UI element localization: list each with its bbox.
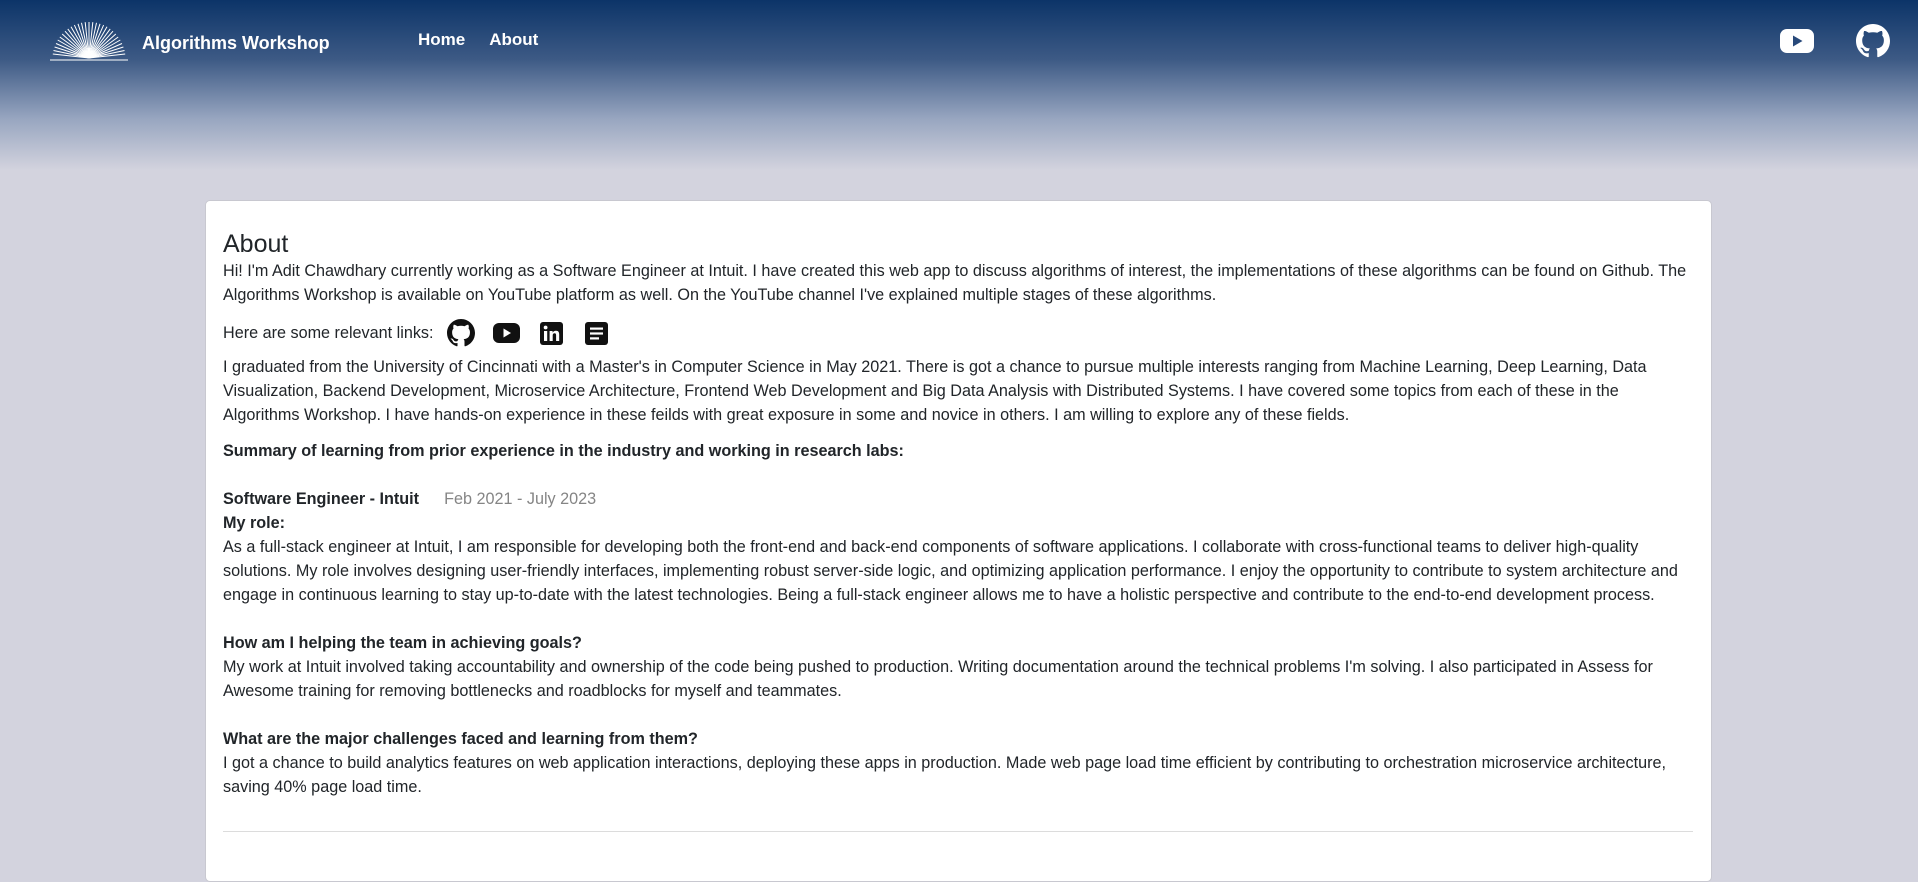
intro-text: Hi! I'm Adit Chawdhary currently working as a Software Engineer at Intuit. I have created this web app to discuss algorithms of interest, the implementations of these algorithms can be found on Github. The Algorithms Workshop is available on YouTube platform as well. On the YouTube channel I've explained multiple stages of these algorithms. [223,262,1687,304]
job-dates: Feb 2021 - July 2023 [444,490,597,508]
job-title: Software Engineer - Intuit [223,490,420,508]
sunrise-logo-icon [50,20,128,67]
github-link-icon[interactable] [447,319,475,347]
challenges-text: I got a chance to build analytics features on web application interactions, deploying these apps in production. Made web page load time efficient by contributing to orchestration microservice architecture, saving 40% page load time. [223,754,1667,796]
challenges-heading: What are the major challenges faced and learning from them? [223,730,698,748]
role-heading: My role: [223,514,286,532]
linkedin-link-icon[interactable] [540,322,563,345]
nav-home[interactable]: Home [418,30,466,49]
about-content [223,229,1693,799]
brand[interactable] [50,20,330,67]
goals-text: My work at Intuit involved taking accountability and ownership of the code being pushed to production. Writing documentation around the technical problems I'm solving. I also participated in Assess for Awesome training for removing bottlenecks and roadblocks for myself and teammates. [223,658,1653,700]
resume-link-icon[interactable] [585,322,608,345]
main-nav [418,30,538,50]
page-title: About [223,230,289,258]
goals-heading: How am I helping the team in achieving goals? [223,634,582,652]
section-divider [223,831,1693,832]
spacer [223,703,1693,727]
spacer [223,607,1693,631]
brand-name[interactable]: Algorithms Workshop [142,33,330,53]
github-icon[interactable] [1856,24,1890,58]
education-text: I graduated from the University of Cincinnati with a Master's in Computer Science in May 2021. There is got a chance to pursue multiple interests ranging from Machine Learning, Deep Learning, Data Visualization, Backend Development, Microservice Architecture, Frontend Web Development and Big Data Analysis with Distributed Systems. I have covered some topics from each of these in the Algorithms Workshop. I have hands-on experience in these feilds with great exposure in some and novice in others. I am willing to explore any of these fields. [223,358,1647,424]
job-header [223,487,1693,511]
youtube-link-icon[interactable] [493,323,520,343]
about-card [205,200,1712,882]
header-icons [1780,24,1890,58]
role-text: As a full-stack engineer at Intuit, I am responsible for developing both the front-end and back-end components of software applications. I collaborate with cross-functional teams to deliver high-quality solutions. My role involves designing user-friendly interfaces, implementing robust server-side logic, and optimizing application performance. I enjoy the opportunity to contribute to system architecture and engage in continuous learning to stay up-to-date with the latest technologies. Being a full-stack engineer allows me to have a holistic perspective and contribute to the end-to-end development process. [223,538,1678,604]
summary-heading: Summary of learning from prior experience in the industry and working in research labs: [223,442,904,460]
links-label: Here are some relevant links: [223,323,434,342]
relevant-links [223,319,1693,347]
nav-about[interactable]: About [489,30,539,49]
youtube-icon[interactable] [1780,29,1814,53]
site-header [0,0,1918,170]
